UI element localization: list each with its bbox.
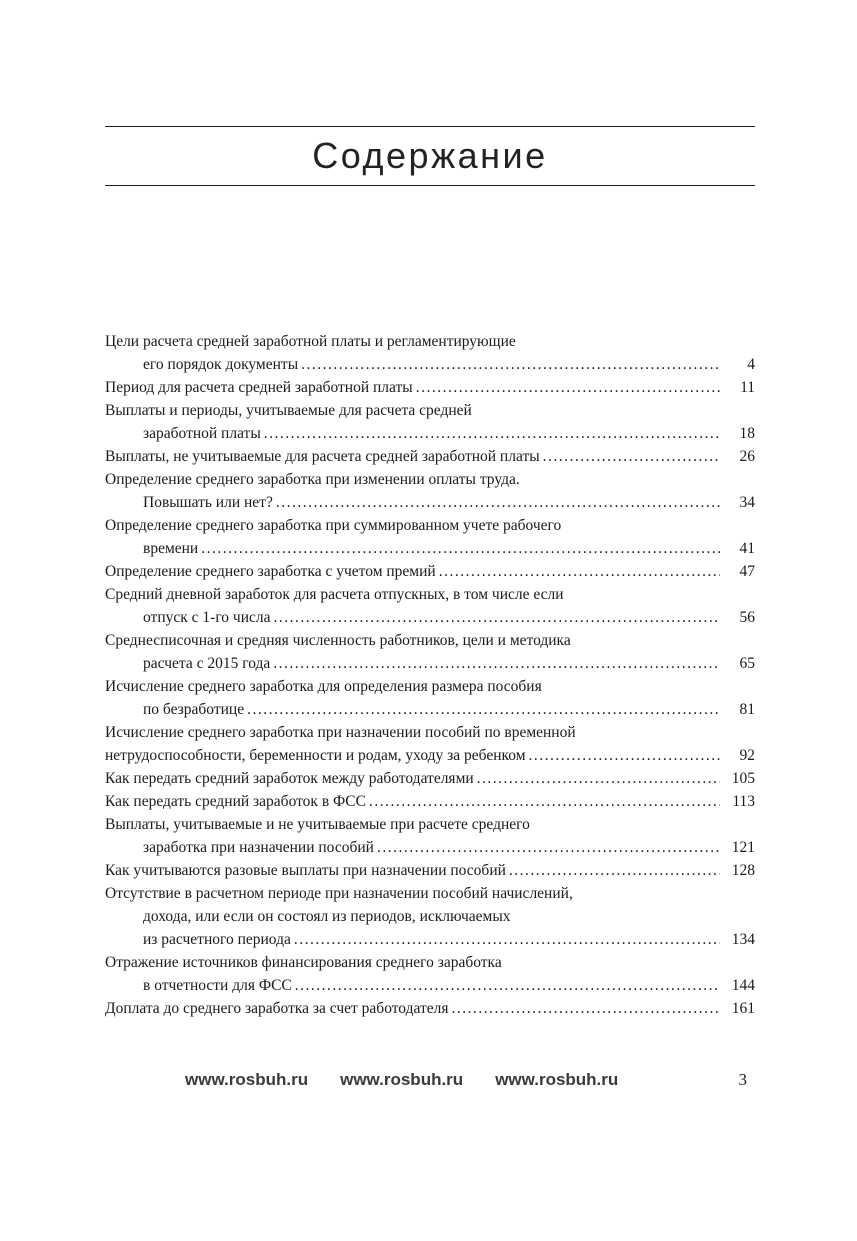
toc-entry-line <box>105 560 755 583</box>
dot-leader <box>294 928 720 951</box>
toc-entry-text: отпуск с 1-го числа <box>143 609 271 626</box>
toc-entry-line <box>105 767 755 790</box>
page-number: 3 <box>738 1070 747 1089</box>
toc-entry-line <box>105 675 755 698</box>
toc-page-number: 4 <box>747 356 755 373</box>
toc-entry-text: Доплата до среднего заработка за счет работодателя <box>105 1000 449 1017</box>
toc-entry-text: Среднесписочная и средняя численность работников, цели и методика <box>105 632 571 649</box>
toc-entry-text: заработной платы <box>143 425 261 442</box>
toc-entry-text: нетрудоспособности, беременности и родам, уходу за ребенком <box>105 747 526 764</box>
toc-entry-text: Повышать или нет? <box>143 494 273 511</box>
toc-entry-text: в отчетности для ФСС <box>143 977 292 994</box>
page-content <box>105 0 755 1090</box>
toc-entry-text: дохода, или если он состоял из периодов, исключаемых <box>143 908 511 925</box>
toc-entry-text: Период для расчета средней заработной платы <box>105 379 413 396</box>
toc-entry-line <box>105 721 755 744</box>
toc-entry <box>105 675 755 721</box>
toc-entry-text: расчета с 2015 года <box>143 655 271 672</box>
dot-leader <box>439 560 720 583</box>
dot-leader <box>543 445 720 468</box>
toc-page-number: 11 <box>740 379 755 396</box>
toc-entry-line <box>105 422 755 445</box>
toc-entry-line <box>105 330 755 353</box>
toc-entry-line <box>105 951 755 974</box>
toc-entry <box>105 468 755 514</box>
toc-page-number: 34 <box>739 494 755 511</box>
toc-page-number: 81 <box>739 701 755 718</box>
toc-entry-line <box>105 928 755 951</box>
toc-entry-text: заработка при назначении пособий <box>143 839 374 856</box>
toc-entry-text: Определение среднего заработка при суммированном учете рабочего <box>105 517 562 534</box>
dot-leader <box>452 997 721 1020</box>
dot-leader <box>509 859 720 882</box>
toc-entry-text: Определение среднего заработка при изменении оплаты труда. <box>105 471 520 488</box>
dot-leader <box>247 698 720 721</box>
toc-entry <box>105 882 755 951</box>
toc-entry-line <box>105 376 755 399</box>
toc-page-number: 161 <box>731 1000 755 1017</box>
toc-entry-line <box>105 353 755 376</box>
toc-entry-line <box>105 859 755 882</box>
toc-page-number: 65 <box>739 655 755 672</box>
toc-page-number: 92 <box>739 747 755 764</box>
toc-entry-line <box>105 652 755 675</box>
title-rule-bottom <box>105 185 755 186</box>
footer-links <box>185 1070 618 1090</box>
toc-entry <box>105 790 755 813</box>
toc-entry-text: Выплаты, не учитываемые для расчета средней заработной платы <box>105 448 540 465</box>
toc-entry-text: Как передать средний заработок в ФСС <box>105 793 366 810</box>
dot-leader <box>369 790 720 813</box>
toc-entry-text: Отражение источников финансирования среднего заработка <box>105 954 502 971</box>
toc-page-number: 105 <box>731 770 755 787</box>
dot-leader <box>264 422 720 445</box>
toc-entry-text: времени <box>143 540 199 557</box>
toc-entry-line <box>105 399 755 422</box>
toc-entry-line <box>105 537 755 560</box>
page-title: Содержание <box>312 135 548 176</box>
dot-leader <box>416 376 720 399</box>
toc-entry <box>105 514 755 560</box>
dot-leader <box>529 744 720 767</box>
toc-entry-text: Определение среднего заработка с учетом премий <box>105 563 436 580</box>
toc-entry-line <box>105 606 755 629</box>
toc-entry-text: Средний дневной заработок для расчета отпускных, в том числе если <box>105 586 564 603</box>
toc-entry-line <box>105 905 755 928</box>
dot-leader <box>273 652 720 675</box>
toc-entry-line <box>105 491 755 514</box>
dot-leader <box>295 974 720 997</box>
toc-page-number: 47 <box>739 563 755 580</box>
toc-entry <box>105 376 755 399</box>
toc-entry-text: его порядок документы <box>143 356 299 373</box>
toc-page-number: 18 <box>739 425 755 442</box>
toc-page-number: 121 <box>731 839 755 856</box>
toc-entry <box>105 445 755 468</box>
toc-page-number: 134 <box>731 931 755 948</box>
toc-page-number: 26 <box>739 448 755 465</box>
page-footer <box>105 1070 755 1090</box>
toc-page-number: 144 <box>731 977 755 994</box>
footer-link: www.rosbuh.ru <box>185 1070 309 1089</box>
toc-entry-text: Исчисление среднего заработка для определения размера пособия <box>105 678 542 695</box>
toc-entry-text: Выплаты и периоды, учитываемые для расчета средней <box>105 402 472 419</box>
toc-entry-line <box>105 698 755 721</box>
toc-entry-line <box>105 790 755 813</box>
toc-entry <box>105 583 755 629</box>
toc-entry-text: Отсутствие в расчетном периоде при назначении пособий начислений, <box>105 885 573 902</box>
toc-entry <box>105 721 755 767</box>
toc-entry-text: Выплаты, учитываемые и не учитываемые при расчете среднего <box>105 816 530 833</box>
toc-entry <box>105 997 755 1020</box>
dot-leader <box>276 491 720 514</box>
footer-link: www.rosbuh.ru <box>495 1070 619 1089</box>
toc-entry <box>105 330 755 376</box>
toc-entry-line <box>105 445 755 468</box>
toc-entry-line <box>105 583 755 606</box>
toc-entry-line <box>105 836 755 859</box>
toc-entry-line <box>105 882 755 905</box>
toc-page-number: 56 <box>739 609 755 626</box>
toc-entry-text: Цели расчета средней заработной платы и регламентирующие <box>105 333 516 350</box>
toc-entry-line <box>105 974 755 997</box>
toc-entry-text: Как передать средний заработок между работодателями <box>105 770 474 787</box>
toc-entry <box>105 813 755 859</box>
title-block <box>105 126 755 186</box>
dot-leader <box>201 537 720 560</box>
toc-entry-line <box>105 514 755 537</box>
toc-entry-line <box>105 997 755 1020</box>
toc-entry <box>105 859 755 882</box>
toc-list <box>105 330 755 1020</box>
toc-page-number: 113 <box>732 793 755 810</box>
dot-leader <box>301 353 720 376</box>
toc-entry-text: по безработице <box>143 701 245 718</box>
toc-entry-line <box>105 744 755 767</box>
toc-entry-line <box>105 813 755 836</box>
footer-link: www.rosbuh.ru <box>340 1070 464 1089</box>
toc-entry <box>105 399 755 445</box>
toc-page-number: 128 <box>731 862 755 879</box>
dot-leader <box>377 836 720 859</box>
toc-entry <box>105 767 755 790</box>
dot-leader <box>477 767 720 790</box>
toc-entry <box>105 629 755 675</box>
toc-entry <box>105 560 755 583</box>
dot-leader <box>274 606 721 629</box>
toc-entry-line <box>105 629 755 652</box>
toc-entry-text: Как учитываются разовые выплаты при назначении пособий <box>105 862 506 879</box>
toc-entry <box>105 951 755 997</box>
toc-page-number: 41 <box>739 540 755 557</box>
toc-entry-text: из расчетного периода <box>143 931 291 948</box>
toc-entry-line <box>105 468 755 491</box>
toc-entry-text: Исчисление среднего заработка при назначении пособий по временной <box>105 724 576 741</box>
